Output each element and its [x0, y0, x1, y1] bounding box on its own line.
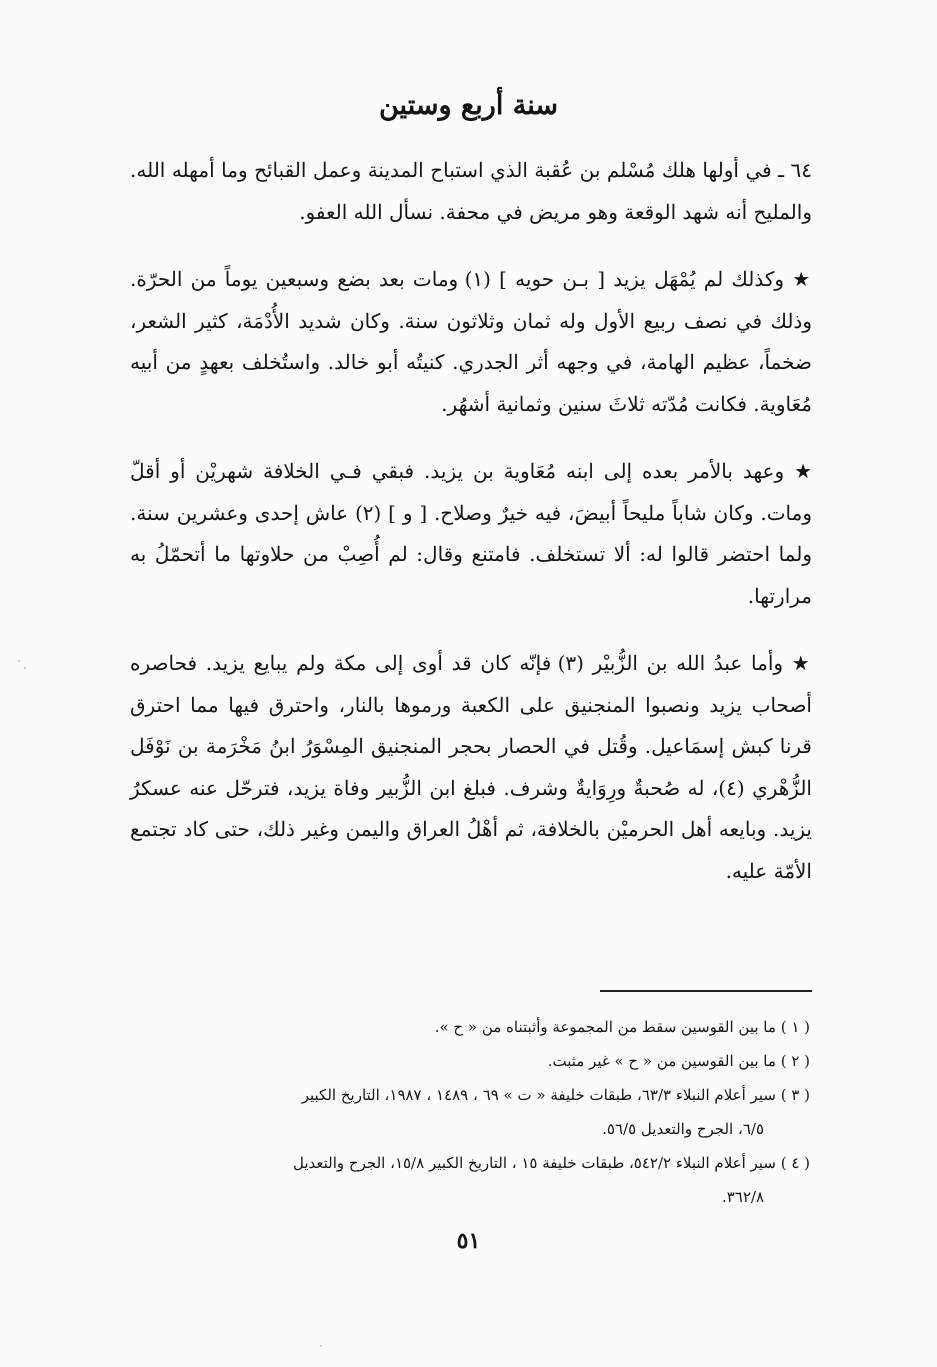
- chapter-title: سنة أربع وستين: [379, 90, 558, 121]
- footnote-text: سير أعلام النبلاء ٥٤٢/٢، طبقات خليفة ١٥ ، التاريخ الكبير ١٥/٨، الجرح والتعديل: [293, 1154, 776, 1172]
- footnote-4: [138, 1146, 810, 1180]
- paragraph-year-64: ٦٤ ـ في أولها هلك مُسْلم بن عُقبة الذي استباح المدينة وعمل القبائح وما أمهله الله. والمليح أنه شهد الوقعة وهو مريض في محفة. نسأل الله العفو.: [130, 158, 812, 224]
- footnote-number: ( ٣ ): [780, 1086, 810, 1104]
- footnote-1: [138, 1010, 810, 1044]
- footnotes: [138, 1010, 810, 1214]
- footnote-4-continued: ٣٦٢/٨.: [721, 1188, 764, 1206]
- footnote-text: ما بين القوسين سقط من المجموعة وأثبتناه من « ح ».: [434, 1018, 776, 1036]
- scan-speck: [320, 1345, 322, 1347]
- paragraph-muawiya-succession: ★ وعهد بالأمر بعده إلى ابنه مُعَاوية بن يزيد. فبقي فـي الخلافة شهريْن أو أقلّ ومات. وكان شاباً مليحاً أبيضَ، فيه خيرٌ وصلاح. [ و ] (٢) عاش إحدى وعشرين سنة. ولما احتضر قالوا له: ألا تستخلف. فامتنع وقال: لم أُصِبْ من حلاوتها ما أتحمّلُ به مرارتها.: [130, 459, 812, 608]
- footnote-number: ( ٤ ): [780, 1154, 810, 1172]
- footnote-text: سير أعلام النبلاء ٦٣/٣، طبقات خليفة « ت » ٦٩ ، ١٤٨٩ ، ١٩٨٧، التاريخ الكبير: [301, 1086, 776, 1104]
- footnote-2: [138, 1044, 810, 1078]
- paragraph-yazid-death: ★ وكذلك لم يُمْهَل يزيد [ بـن حويه ] (١) ومات بعد بضع وسبعين يوماً من الحرّة. وذلك في نصف ربيع الأول وله ثمان وثلاثون سنة. وكان شديد الأُدْمَة، كثير الشعر، ضخماً، عظيم الهامة، في وجهه أثر الجدري. كنيتُه أبو خالد. واستُخلف بعهدٍ من أبيه مُعَاوية. فكانت مُدّته ثلاثَ سنين وثمانية أشهُر.: [130, 267, 812, 416]
- paragraph-ibn-zubayr: ★ وأما عبدُ الله بن الزُّبيْر (٣) فإنّه كان قد أوى إلى مكة ولم يبايع يزيد. فحاصره أصحاب يزيد ونصبوا المنجنيق على الكعبة ورموها بالنار، واحترق فيها مما احترق قرنا كبش إسمَاعيل. وقُتل في الحصار بحجر المنجنيق المِسْوَرُ ابنُ مَخْرَمة بن نَوْفَل الزُّهْري (٤)، له صُحبةٌ ورِوَايةٌ وشرف. فبلغ ابن الزُّبير وفاة يزيد، فترحّل عنه عسكرُ يزيد. وبايعه أهل الحرميْن بالخلافة، ثم أهْلُ العراق واليمن وغير ذلك، حتى كاد تجتمع الأمّة عليه.: [130, 651, 812, 883]
- footnote-text: ما بين القوسين من « ح » غير مثبت.: [547, 1052, 776, 1070]
- footnote-separator: [600, 990, 812, 992]
- scan-speck: [18, 660, 20, 662]
- footnote-number: ( ١ ): [780, 1018, 810, 1036]
- footnote-3-continued: ٦/٥، الجرح والتعديل ٥٦/٥.: [602, 1120, 764, 1138]
- main-text: [130, 150, 812, 918]
- scan-speck: [24, 667, 26, 669]
- footnote-number: ( ٢ ): [780, 1052, 810, 1070]
- page-number: ٥١: [456, 1228, 481, 1254]
- footnote-3: [138, 1078, 810, 1112]
